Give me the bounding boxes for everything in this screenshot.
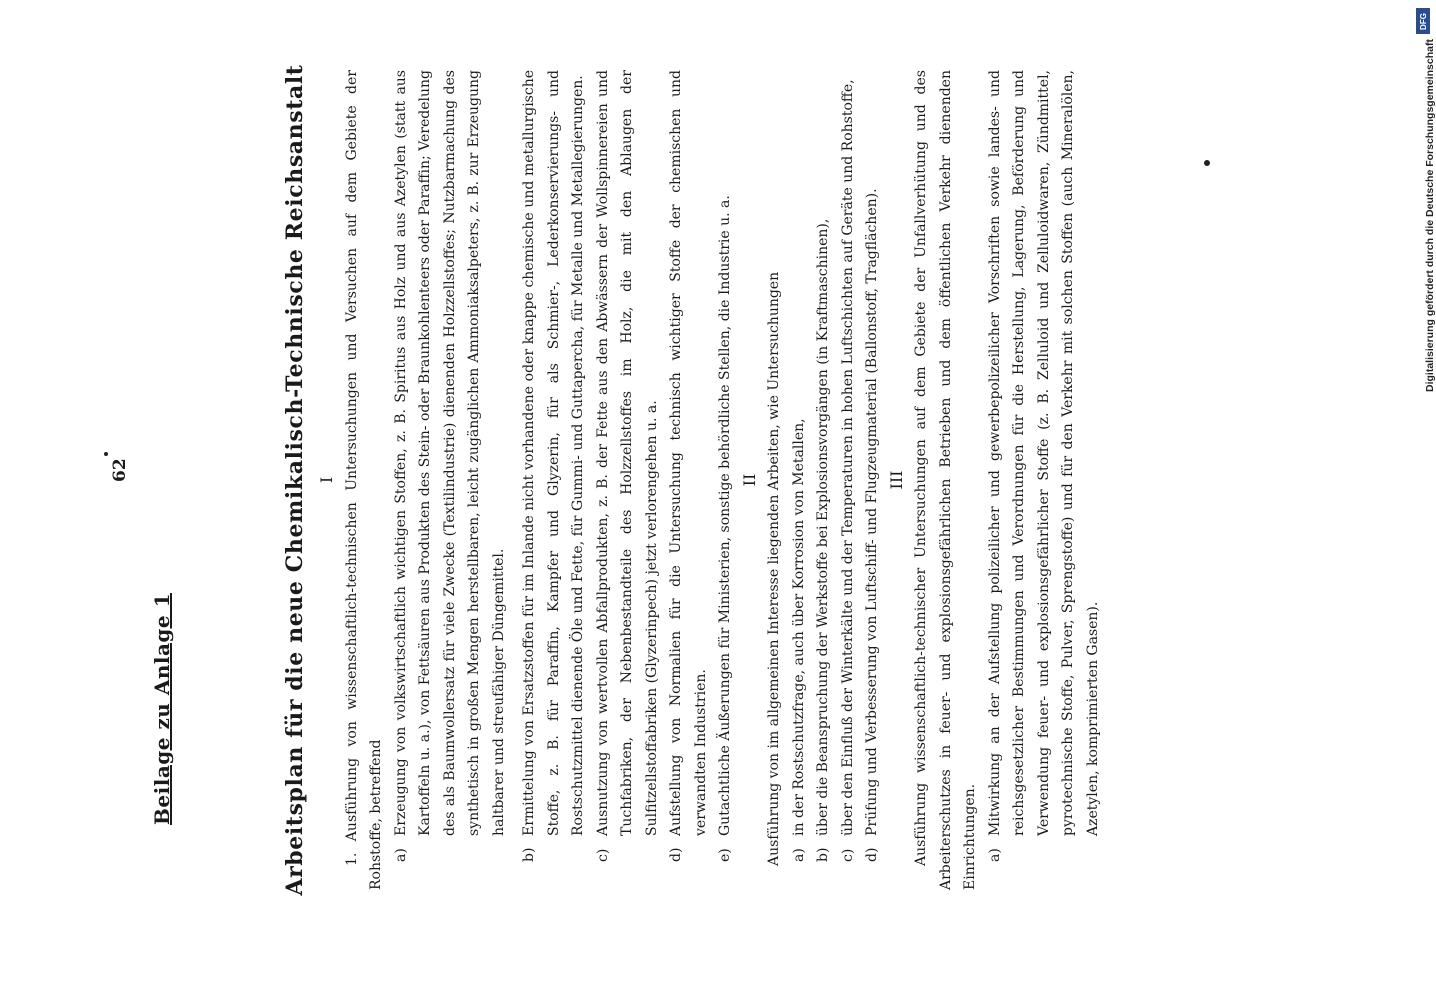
section-1-item-b [517,70,591,890]
item-marker: a) [392,848,409,862]
item-marker: d) [864,847,880,862]
scan-speck [104,452,108,456]
item-marker: c) [839,848,856,862]
section-2-heading: II [739,473,759,487]
section-1-item-d [664,70,713,890]
item-text: Ausnutzung von wertvollen Abfallprodukten, z. B. der Fette aus den Abwässern der Wollspinnereien und Tuchfabriken, der Nebenbestandteile des Holzzellstoffes im Holz, die mit den Ablaugen der Sulfitzellstoffabriken (Glyzerinpech) jetzt verlorengehen u. a. [594,70,660,836]
section-2-item-a [787,70,812,890]
section-2-intro: Ausführung von im allgemeinen Interesse liegenden Arbeiten, wie Untersuchungen [766,271,782,866]
document-title: Arbeitsplan für die neue Chemikalisch-Technische Reichsanstalt [282,64,308,896]
item-marker: a) [986,848,1003,862]
item-marker: b) [815,847,831,862]
dfg-logo-icon: DFG [1416,8,1430,34]
section-1-item-e [713,70,738,890]
section-1-intro: 1. Ausführung von wissenschaftlich-technischen Untersuchungen und Versuchen auf dem Gebiete der Rohstoffe, betreffend [343,70,384,890]
beilage-heading: Beilage zu Anlage 1 [150,592,174,825]
section-3-heading: III [886,470,906,490]
item-text: Prüfung und Verbesserung von Luftschiff- und Flugzeugmaterial (Ballonstoff, Tragflächen). [864,188,880,836]
item-text: in der Rostschutzfrage, auch über Korrosion von Metallen, [790,418,807,836]
page-inner [110,0,1270,900]
section-2-item-b [811,70,836,890]
section-3-item-a [983,70,1106,890]
item-text: Erzeugung von volkswirtschaftlich wichtigen Stoffen, z. B. Spiritus aus Holz und aus Azetylen (statt aus Kartoffeln u. a.), von Fettsäuren aus Produkten des Stein- oder Braunkohlenteers oder Paraffin; Veredelung des als Baumwollersatz für viele Zwecke (Textilindustrie) dienenden Holzzellstoffes; Nutzbarmachung des synthetisch in großen Mengen herstellbaren, leicht zugänglichen Ammoniaksalpeters, z. B. zur Erzeugung haltbarer und streufähiger Düngemittel. [392,70,507,836]
section-3-intro: Ausführung wissenschaftlich-technischer Untersuchungen auf dem Gebiete der Unfallverhütung und des Arbeiterschutzes in feuer- und explosionsgefährlichen Betrieben und dem öffentlichen Verkehr dienenden Einrichtungen. [913,70,978,890]
dfg-credit-text: Digitalisierung gefördert durch die Deutsche Forschungsgemeinschaft [1424,39,1436,392]
item-text: Aufstellung von Normalien für die Untersuchung technisch wichtiger Stoffe der chemischen und verwandten Industrien. [668,70,709,836]
item-marker: c) [594,848,611,862]
item-marker: e) [717,848,733,862]
section-1-heading: I [317,476,336,484]
section-1-item-c [591,70,665,890]
item-marker: b) [521,847,537,862]
item-marker: a) [790,848,807,862]
item-text: über den Einfluß der Winterkälte und der Temperaturen in hohen Luftschichten auf Geräte und Rohstoffe, [839,79,856,836]
item-text: Mitwirkung an der Aufstellung polizeilicher und gewerbepolizeilicher Vorschriften sowie landes- und reichsgesetzlicher Bestimmungen und Verordnungen für die Herstellung, Lagerung, Beförderung und Verwendung feuer- und explosionsgefährlicher Stoffe (z. B. Zelluloid und Zelluloidwaren, Zündmittel, pyrotechnische Stoffe, Pulver, Sprengstoffe) und für den Verkehr mit solchen Stoffen (auch Mineralölen, Azetylen, komprimierten Gasen). [986,70,1101,836]
item-text: Gutachtliche Äußerungen für Ministerien, sonstige behördliche Stellen, die Industrie u. a. [717,195,733,836]
item-text: über die Beanspruchung der Werkstoffe bei Explosionsvorgängen (in Kraftmaschinen), [815,218,831,836]
document-body [315,70,1105,890]
section-2-item-c [836,70,861,890]
section-1-item-a [389,70,512,890]
item-marker: d) [668,847,684,862]
item-text: Ermittelung von Ersatzstoffen für im Inlande nicht vorhandene oder knappe chemische und metallurgische Stoffe, z. B. für Paraffin, Kampfer und Glyzerin, für als Schmier-, Lederkonservierungs- und Rostschutzmittel dienende Öle und Fette, für Gummi- und Guttapercha, für Metalle und Metallegierungen. [521,70,586,836]
page-number: 62 [110,458,130,482]
scan-speck [1204,160,1210,166]
section-2-item-d [860,70,885,890]
rotated-document-page [110,0,1270,900]
